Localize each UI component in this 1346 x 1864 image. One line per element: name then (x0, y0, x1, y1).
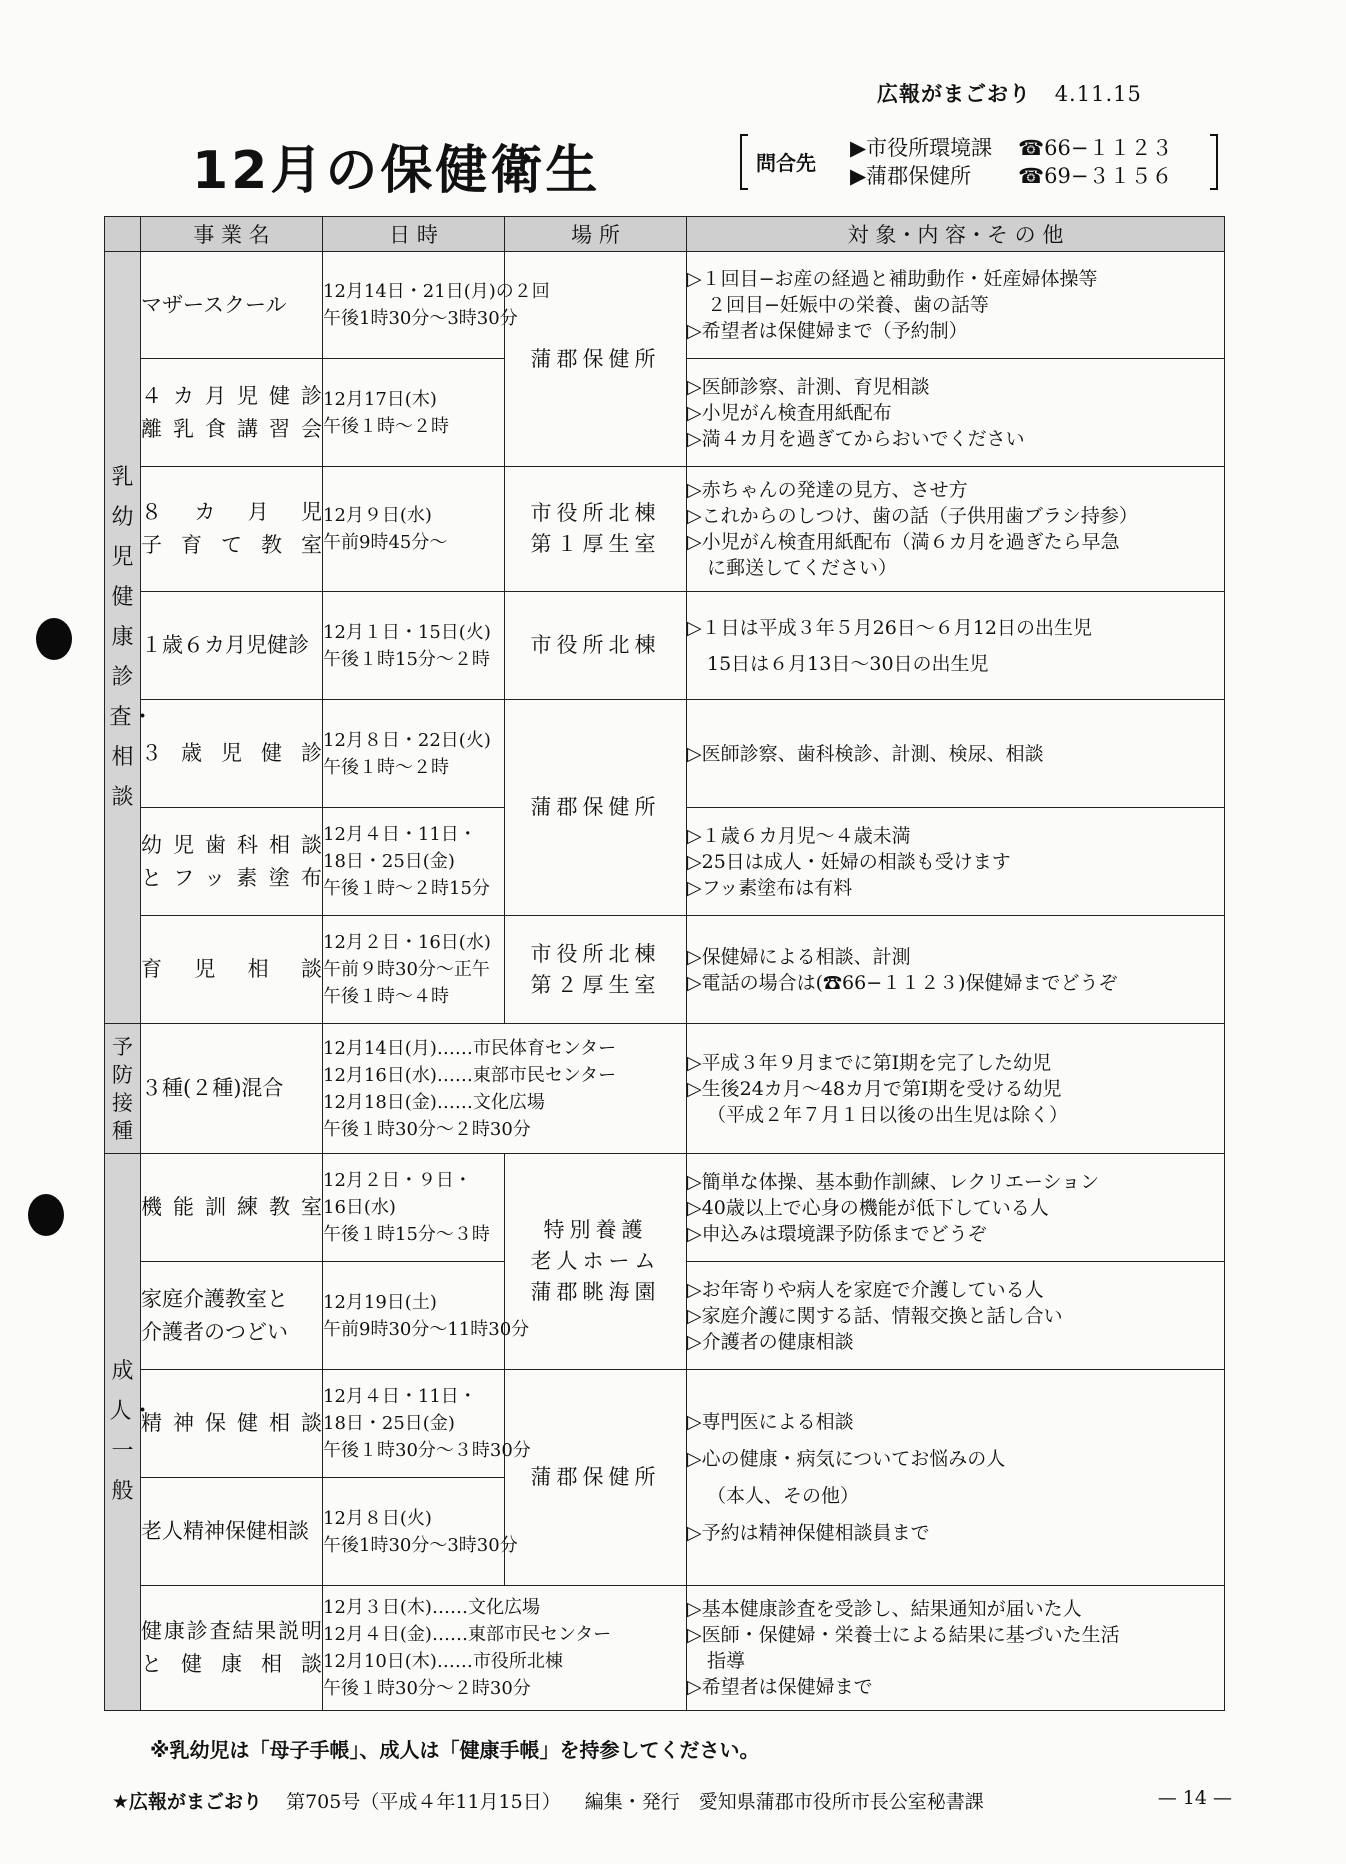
header-date: 日 時 (323, 217, 505, 252)
event-desc: ▷医師診察、計測、育児相談 ▷小児がん検査用紙配布 ▷満４カ月を過ぎてからおいでください (687, 359, 1225, 467)
contact-label: 問合先 (756, 151, 816, 175)
event-desc: ▷１回目−お産の経過と補助動作・妊産婦体操等 ２回目−妊娠中の栄養、歯の話等 ▷希望者は保健婦まで（予約制） (687, 252, 1225, 359)
schedule-table (104, 216, 1225, 1711)
table-row (105, 1586, 1225, 1711)
event-date: 12月３日(木)……文化広場 12月４日(金)……東部市民センター 12月10日(木)……市役所北棟 午後１時30分〜２時30分 (323, 1586, 687, 1711)
footnote: ※乳幼児は「母子手帳」、成人は「健康手帳」を持参してください。 (150, 1738, 760, 1762)
contact-office: ▶蒲郡保健所 (850, 164, 972, 188)
contact-phone: ☎69−３１５６ (1018, 164, 1173, 188)
page-number: — 14 — (1157, 1787, 1232, 1809)
event-place: 市役所北棟 第１厚生室 (505, 467, 687, 592)
table-header-row (105, 217, 1225, 252)
contact-office: ▶市役所環境課 (850, 136, 993, 160)
event-name: 家庭介護教室と 介護者のつどい (141, 1262, 323, 1370)
event-date: 12月19日(土) 午前9時30分〜11時30分 (323, 1262, 505, 1370)
table-row (105, 916, 1225, 1024)
event-place: 蒲郡保健所 (505, 252, 687, 467)
event-name: ４カ月児健診 離乳食講習会 (141, 359, 323, 467)
event-desc: ▷お年寄りや病人を家庭で介護している人 ▷家庭介護に関する話、情報交換と話し合い ▷介護者の健康相談 (687, 1262, 1225, 1370)
event-desc: ▷平成３年９月までに第Ⅰ期を完了した幼児 ▷生後24カ月〜48カ月で第Ⅰ期を受ける幼児 （平成２年７月１日以後の出生児は除く） (687, 1024, 1225, 1154)
table-row (105, 252, 1225, 359)
event-date: 12月１日・15日(火) 午後１時15分〜２時 (323, 592, 505, 700)
event-name: 育 児 相 談 (141, 916, 323, 1024)
event-name: １歳６カ月児健診 (141, 592, 323, 700)
table-row (105, 1154, 1225, 1262)
table-row (105, 467, 1225, 592)
binder-hole (28, 1194, 64, 1236)
contact-row (850, 160, 1173, 190)
event-date: 12月14日(月)……市民体育センター 12月16日(水)……東部市民センター 12月18日(金)……文化広場 午後１時30分〜２時30分 (323, 1024, 687, 1154)
event-date: 12月２日・16日(水) 午前９時30分〜正午 午後１時〜４時 (323, 916, 505, 1024)
event-place: 特別養護 老人ホーム 蒲郡眺海園 (505, 1154, 687, 1370)
publication-name: 広報がまごおり (877, 82, 1031, 106)
event-desc: ▷１日は平成３年５月26日〜６月12日の出生児 15日は６月13日〜30日の出生児 (687, 592, 1225, 700)
table-row (105, 1370, 1225, 1478)
event-desc: ▷保健婦による相談、計測 ▷電話の場合は(☎66−１１２３)保健婦までどうぞ (687, 916, 1225, 1024)
category-infant: 乳幼児健康診査・相談 (105, 252, 141, 1024)
event-date: 12月17日(木) 午後１時〜２時 (323, 359, 505, 467)
event-desc: ▷１歳６カ月児〜４歳未満 ▷25日は成人・妊婦の相談も受けます ▷フッ素塗布は有料 (687, 808, 1225, 916)
footer-issue: 第705号（平成４年11月15日） (286, 1791, 561, 1813)
page-title: 12月の保健衛生 (192, 141, 601, 201)
binder-hole (36, 618, 72, 660)
event-date: 12月４日・11日・ 18日・25日(金) 午後１時30分〜３時30分 (323, 1370, 505, 1478)
header-desc: 対 象・内 容・そ の 他 (687, 217, 1225, 252)
issue-header (877, 78, 1142, 108)
footer-publication: ★広報がまごおり (112, 1791, 263, 1813)
contact-box (740, 134, 1218, 186)
table-row (105, 592, 1225, 700)
event-place: 蒲郡保健所 (505, 1370, 687, 1586)
category-vaccine: 予防接種 (105, 1024, 141, 1154)
event-place: 蒲郡保健所 (505, 700, 687, 916)
category-adult: 成人・一般 (105, 1154, 141, 1711)
event-date: 12月14日・21日(月)の２回 午後1時30分〜3時30分 (323, 252, 505, 359)
event-place: 市役所北棟 第２厚生室 (505, 916, 687, 1024)
header-name: 事 業 名 (141, 217, 323, 252)
event-name: ３種(２種)混合 (141, 1024, 323, 1154)
contact-row (850, 132, 1173, 162)
event-name: 健康診査結果説明 と 健 康 相 談 (141, 1586, 323, 1711)
event-name: 機能訓練教室 (141, 1154, 323, 1262)
contact-phone: ☎66−１１２３ (1018, 136, 1173, 160)
event-desc: ▷簡単な体操、基本動作訓練、レクリエーション ▷40歳以上で心身の機能が低下している人 ▷申込みは環境課予防係までどうぞ (687, 1154, 1225, 1262)
event-name: 精神保健相談 (141, 1370, 323, 1478)
event-desc: ▷専門医による相談 ▷心の健康・病気についてお悩みの人 （本人、その他） ▷予約は精神保健相談員まで (687, 1370, 1225, 1586)
event-date: 12月２日・９日・ 16日(水) 午後１時15分〜３時 (323, 1154, 505, 1262)
event-name: ８ カ 月 児 子 育 て 教 室 (141, 467, 323, 592)
table-row (105, 1024, 1225, 1154)
event-desc: ▷基本健康診査を受診し、結果通知が届いた人 ▷医師・保健婦・栄養士による結果に基づいた生活 指導 ▷希望者は保健婦まで (687, 1586, 1225, 1711)
issue-date: 4.11.15 (1054, 82, 1142, 106)
event-place: 市役所北棟 (505, 592, 687, 700)
header-blank (105, 217, 141, 252)
event-desc: ▷医師診察、歯科検診、計測、検尿、相談 (687, 700, 1225, 808)
footer-editor: 編集・発行 愛知県蒲郡市役所市長公室秘書課 (584, 1791, 984, 1813)
event-name: マザースクール (141, 252, 323, 359)
page-footer (112, 1787, 1232, 1814)
event-date: 12月８日・22日(火) 午後１時〜２時 (323, 700, 505, 808)
event-date: 12月９日(水) 午前9時45分〜 (323, 467, 505, 592)
event-name: 幼児歯科相談 とフッ素塗布 (141, 808, 323, 916)
event-date: 12月４日・11日・ 18日・25日(金) 午後１時〜２時15分 (323, 808, 505, 916)
event-date: 12月８日(火) 午後1時30分〜3時30分 (323, 1478, 505, 1586)
event-desc: ▷赤ちゃんの発達の見方、させ方 ▷これからのしつけ、歯の話（子供用歯ブラシ持参） ▷小児がん検査用紙配布（満６カ月を過ぎたら早急 に郵送してください） (687, 467, 1225, 592)
event-name: 老人精神保健相談 (141, 1478, 323, 1586)
header-place: 場 所 (505, 217, 687, 252)
event-name: ３ 歳 児 健 診 (141, 700, 323, 808)
table-row (105, 700, 1225, 808)
